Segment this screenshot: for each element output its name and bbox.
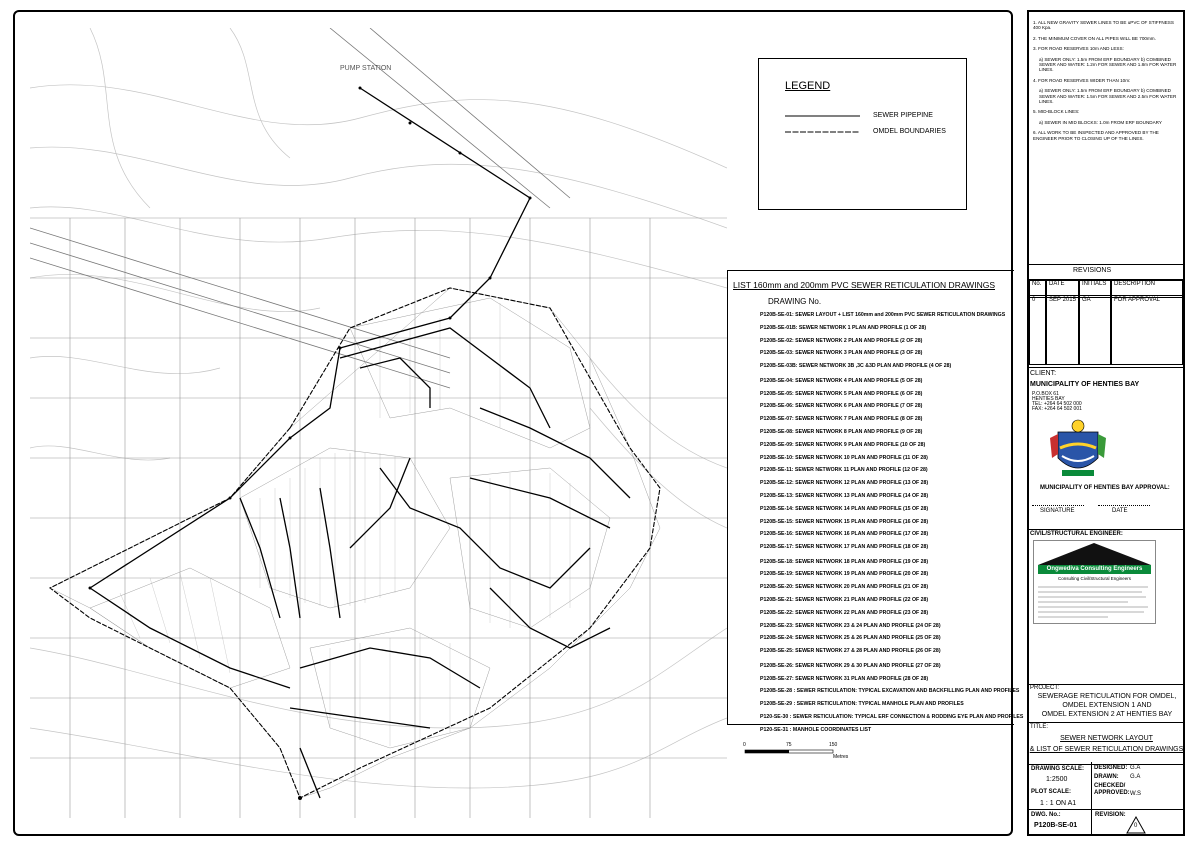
drawing-list-row: P120B-SE-01B: SEWER NETWORK 1 PLAN AND PROFILE (1 OF 28)	[760, 324, 927, 331]
dwg-no-label: DWG. No.:	[1031, 812, 1061, 818]
drawing-list-row: P120B-SE-12: SEWER NETWORK 12 PLAN AND PROFILE (13 OF 28)	[760, 480, 929, 487]
client-address-line: P.O.BOX 61	[1032, 391, 1059, 397]
drawing-list-row: P120B-SE-24: SEWER NETWORK 25 & 26 PLAN AND PROFILE (25 OF 28)	[760, 635, 941, 642]
drawing-list-row: P120B-SE-09: SEWER NETWORK 9 PLAN AND PROFILE (10 OF 28)	[760, 441, 926, 448]
drawing-list-row: P120B-SE-26: SEWER NETWORK 29 & 30 PLAN AND PROFILE (27 OF 28)	[760, 662, 941, 669]
drawing-title	[1029, 733, 1184, 755]
drawing-list-row: P120B-SE-03: SEWER NETWORK 3 PLAN AND PROFILE (3 OF 28)	[760, 350, 923, 357]
project-line: OMDEL EXTENSION 2 AT HENTIES BAY	[1041, 711, 1173, 718]
drawing-list-row: P120B-SE-04: SEWER NETWORK 4 PLAN AND PROFILE (5 OF 28)	[760, 377, 923, 384]
rev-row-date: SEP 2015	[1046, 296, 1079, 365]
drawing-list-row: P120-SE-30 : SEWER RETICULATION: TYPICAL ERF CONNECTION & RODDING EYE PLAN AND PROFILES	[760, 713, 1024, 720]
rev-header-initials: INITIALS	[1079, 279, 1111, 296]
plot-scale-label: PLOT SCALE:	[1031, 789, 1071, 795]
drawing-list-row: P120B-SE-01: SEWER LAYOUT + LIST 160mm and 200mm PVC SEWER RETICULATION DRAWINGS	[760, 312, 1006, 318]
drawing-list-row: P120B-SE-17: SEWER NETWORK 17 PLAN AND PROFILE (18 OF 28)	[760, 544, 929, 551]
project-line: OMDEL EXTENSION 1 AND	[1062, 702, 1152, 709]
drawing-scale-label: DRAWING SCALE:	[1031, 766, 1084, 772]
drawing-list-row: P120B-SE-21: SEWER NETWORK 21 PLAN AND PROFILE (22 OF 28)	[760, 597, 929, 603]
drawn-label: DRAWN:	[1094, 774, 1119, 780]
project-title	[1032, 692, 1182, 719]
rev-row-no: 0	[1029, 296, 1046, 365]
municipality-crest-icon	[1048, 418, 1108, 480]
client-label: CLIENT:	[1030, 370, 1057, 377]
scale-tick-0: 0	[743, 742, 746, 748]
drawing-list-row: P120B-SE-11: SEWER NETWORK 11 PLAN AND PROFILE (12 OF 28)	[760, 467, 928, 474]
revision-label: REVISION:	[1095, 812, 1126, 818]
client-name: MUNICIPALITY OF HENTIES BAY	[1030, 381, 1140, 388]
project-line: SEWERAGE RETICULATION FOR OMDEL,	[1037, 693, 1177, 700]
note-5: 5. MID-BLOCK LINES:	[1033, 109, 1080, 115]
scale-tick-150: 150	[829, 742, 838, 748]
checked-label: CHECKED/ APPROVED:	[1094, 783, 1130, 796]
date-label: DATE	[1112, 508, 1128, 514]
engineer-logo-icon	[1038, 543, 1151, 565]
drawing-list-row: P120B-SE-16: SEWER NETWORK 16 PLAN AND PROFILE (17 OF 28)	[760, 531, 929, 538]
drawing-list-row: P120-SE-31 : MANHOLE COORDINATES LIST	[760, 726, 872, 733]
revisions-title: REVISIONS	[1073, 267, 1112, 274]
designed-label: DESIGNED:	[1094, 765, 1128, 771]
drawn-value: G.A	[1130, 774, 1141, 780]
note-4-detail: a) SEWER ONLY: 1.5m FROM ERF BOUNDARY b) COMBINED SEWER AND WATER: 1.5m FOR SEWER AND 2.5m FOR WATER LINES.	[1039, 88, 1177, 105]
drawing-list-row: P120B-SE-05: SEWER NETWORK 5 PLAN AND PROFILE (6 OF 28)	[760, 390, 923, 397]
drawing-list-row: P120B-SE-03B: SEWER NETWORK 3B ,3C &3D PLAN AND PROFILE (4 OF 28)	[760, 363, 952, 370]
date-line	[1098, 505, 1150, 506]
designed-value: G.A	[1130, 765, 1141, 771]
drawing-list-row: P120B-SE-19: SEWER NETWORK 19 PLAN AND PROFILE (20 OF 28)	[760, 571, 929, 578]
client-address-line: HENTIES BAY	[1032, 396, 1065, 402]
engineer-logo-box	[1033, 540, 1156, 624]
contour-lines	[30, 28, 727, 788]
project-label: PROJECT:	[1030, 685, 1060, 691]
rev-header-no: No.	[1029, 279, 1046, 296]
dwg-no-value: P120B-SE-01	[1034, 822, 1078, 829]
rev-header-description: DESCRIPTION	[1111, 279, 1183, 296]
client-address-line: TEL: +264 64 502 000	[1032, 401, 1082, 407]
signoff-divider	[1091, 762, 1092, 835]
drawing-list-row: P120B-SE-08: SEWER NETWORK 8 PLAN AND PROFILE (9 OF 28)	[760, 428, 923, 435]
note-2: 2. THE MINIMUM COVER ON ALL PIPES WILL BE 700mm.	[1033, 35, 1156, 41]
client-approval-label: MUNICIPALITY OF HENTIES BAY APPROVAL:	[1040, 485, 1170, 491]
client-address	[1032, 392, 1082, 412]
drawing-title-line: SEWER NETWORK LAYOUT	[1060, 735, 1153, 742]
rev-row-initials: GA	[1079, 296, 1111, 365]
drawing-list-row: P120B-SE-29 : SEWER RETICULATION: TYPICAL MANHOLE PLAN AND PROFILES	[760, 701, 964, 708]
client-address-line: FAX: +264 64 502 001	[1032, 406, 1082, 412]
note-3-detail: a) SEWER ONLY: 1.5m FROM ERF BOUNDARY b) COMBINED SEWER AND WATER: 1.2m FOR SEWER AND 1.8m FOR WATER LINES.	[1039, 56, 1177, 73]
engineer-tagline: Consulting Civil/Structural Engineers	[1057, 576, 1132, 581]
drawing-list-row: P120B-SE-20: SEWER NETWORK 20 PLAN AND PROFILE (21 OF 28)	[760, 584, 929, 591]
scale-tick-75: 75	[786, 742, 792, 748]
pump-station-label: PUMP STATION	[340, 65, 392, 72]
grid-lines	[30, 218, 727, 818]
drawing-list-row: P120B-SE-28 : SEWER RETICULATION: TYPICAL EXCAVATION AND BACKFILLING PLAN AND PROFILES	[760, 688, 1020, 695]
note-1: 1. ALL NEW GRAVITY SEWER LINES TO BE uPVC OF STIFFNESS 400 Kpa.	[1033, 20, 1174, 31]
note-5-detail: a) SEWER IN MID BLOCKS: 1.0m FROM ERF BOUNDARY	[1039, 119, 1162, 125]
signature-label: SIGNATURE	[1040, 508, 1075, 514]
legend-item-omdel-boundaries: OMDEL BOUNDARIES	[873, 128, 946, 135]
sewer-layout-map	[30, 28, 727, 818]
rev-row-description: FOR APPROVAL	[1111, 296, 1183, 365]
drawing-list-row: P120B-SE-06: SEWER NETWORK 6 PLAN AND PROFILE (7 OF 28)	[760, 403, 923, 410]
note-3: 3. FOR ROAD RESERVES 10m AND LESS:	[1033, 46, 1124, 52]
rev-header-date: DATE	[1046, 279, 1079, 296]
drawing-list-row: P120B-SE-13: SEWER NETWORK 13 PLAN AND PROFILE (14 OF 28)	[760, 492, 929, 499]
drawing-list-row: P120B-SE-23: SEWER NETWORK 23 & 24 PLAN AND PROFILE (24 OF 28)	[760, 622, 941, 629]
drawing-list-row: P120B-SE-10: SEWER NETWORK 10 PLAN AND PROFILE (11 OF 28)	[760, 454, 928, 461]
drawing-list-row: P120B-SE-25: SEWER NETWORK 27 & 28 PLAN AND PROFILE (26 OF 28)	[760, 648, 941, 655]
legend-item-sewer-pipeline: SEWER PIPEPINE	[873, 112, 933, 119]
drawing-list-row: P120B-SE-22: SEWER NETWORK 22 PLAN AND PROFILE (23 OF 28)	[760, 609, 929, 616]
drawing-list-title: LIST 160mm and 200mm PVC SEWER RETICULATION DRAWINGS	[733, 280, 995, 290]
checked-value: W.S	[1130, 791, 1142, 797]
general-notes	[1033, 20, 1178, 146]
drawing-list-subtitle: DRAWING No.	[768, 297, 822, 306]
drawing-title-line: & LIST OF SEWER RETICULATION DRAWINGS	[1029, 746, 1184, 753]
legend-symbols	[785, 112, 860, 136]
drawing-list-row: P120B-SE-15: SEWER NETWORK 15 PLAN AND PROFILE (16 OF 28)	[760, 518, 929, 525]
engineer-contact-lines	[1038, 583, 1151, 621]
title-label: TITLE:	[1030, 724, 1049, 730]
drawing-scale-value: 1:2500	[1046, 776, 1068, 783]
plot-scale-value: 1 : 1 ON A1	[1040, 800, 1077, 807]
engineer-firm-name: Ongwediva Consulting Engineers	[1038, 565, 1151, 574]
drawing-list-row: P120B-SE-02: SEWER NETWORK 2 PLAN AND PROFILE (2 OF 28)	[760, 337, 923, 344]
drawing-list-row: P120B-SE-27: SEWER NETWORK 31 PLAN AND PROFILE (28 OF 28)	[760, 675, 929, 682]
legend-title: LEGEND	[785, 80, 831, 92]
signature-line	[1032, 505, 1084, 506]
revision-value: 0	[1134, 823, 1138, 829]
scale-unit: Metres	[833, 754, 849, 760]
drawing-list-row: P120B-SE-07: SEWER NETWORK 7 PLAN AND PROFILE (8 OF 28)	[760, 416, 923, 423]
engineer-label: CIVIL/STRUCTURAL ENGINEER:	[1030, 531, 1123, 537]
note-4: 4. FOR ROAD RESERVES WIDER THAN 10m:	[1033, 77, 1131, 83]
drawing-list-row: P120B-SE-18: SEWER NETWORK 18 PLAN AND PROFILE (19 OF 28)	[760, 558, 929, 565]
note-6: 6. ALL WORK TO BE INSPECTED AND APPROVED BY THE ENGINEER PRIOR TO CLOSING UP OF THE LINES.	[1033, 130, 1159, 141]
manhole-markers	[89, 87, 532, 801]
parcel-hatch	[120, 303, 570, 746]
drawing-list-row: P120B-SE-14: SEWER NETWORK 14 PLAN AND PROFILE (15 OF 28)	[760, 505, 929, 512]
